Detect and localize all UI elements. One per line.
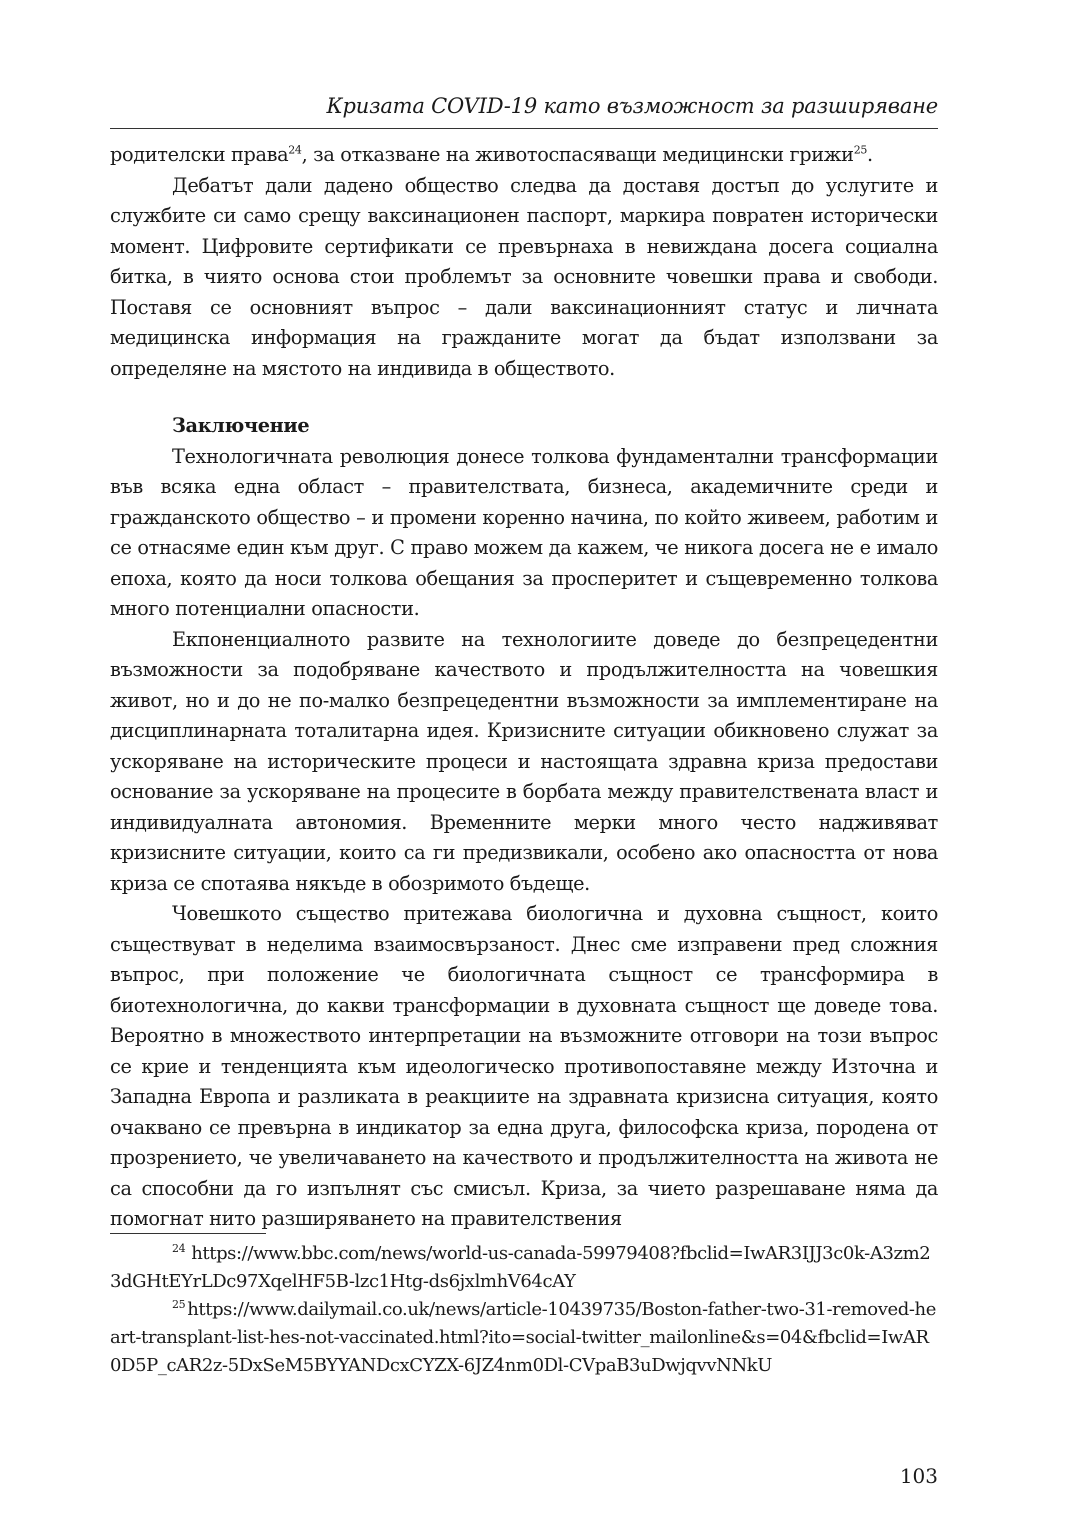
footnote-url-25[interactable]: https://www.dailymail.co.uk/news/article-10439735/Boston-father-two-31-removed-heart-transplant-list-hes-not-vaccinated.html?ito=social-twitter_mailonline&s=04&fbclid=IwAR0D5P_cAR2z-5DxSeM5BYYANDcxCYZX-6JZ4nm0Dl-CVpaB3uDwjqvvNNkU — [110, 1299, 937, 1376]
paragraph-continuation-text: родителски права — [110, 143, 289, 166]
footnote-rule — [110, 1233, 266, 1234]
header-rule — [110, 128, 938, 129]
footnote-25 — [110, 1296, 938, 1380]
paragraph-continuation — [110, 140, 938, 171]
section-heading: Заключение — [172, 414, 310, 437]
running-header: Кризата COVID-19 като възможност за разширяване — [326, 94, 938, 118]
paragraph-continuation-end: . — [867, 143, 873, 166]
footnote-ref-24[interactable]: 24 — [288, 143, 302, 157]
paragraph-4: Човешкото същество притежава биологична и духовна същност, които съществуват в неделима взаимосвързаност. Днес сме изправени пред сложния въпрос, при положение че биологичната същност се трансформира в биотехнологична, до какви трансформации в духовната същност ще доведе това. Вероятно в множеството интерпретации на възможните отговори на този въпрос се крие и тенденцията към идеологическо противопоставяне между Източна и Западна Европа и разликата в реакциите на здравната кризисна ситуация, която очаквано се превърна в индикатор за една друга, философска криза, породена от прозрението, че увеличаването на качеството и продължителността на живота не са способни да го изпълнят със смисъл. Криза, за чието разрешаване няма да помогнат нито разширяването на правителствения — [110, 902, 938, 1230]
footnotes — [110, 1240, 938, 1380]
paragraph-1: Дебатът дали дадено общество следва да доставя достъп до услугите и службите си само срещу ваксинационен паспорт, маркира повратен исторически момент. Цифровите сертификати се превърнаха в невиждана досега социална битка, в чиято основа стои проблемът за основните човешки права и свободи. Поставя се основният въпрос – дали ваксинационният статус и личната медицинска информация на гражданите могат да бъдат използвани за определяне на мястото на индивида в обществото. — [110, 173, 938, 380]
footnote-number-24: 24 — [172, 1242, 186, 1255]
page-number: 103 — [899, 1464, 938, 1488]
footnote-ref-25[interactable]: 25 — [853, 143, 867, 157]
footnote-number-25: 25 — [172, 1298, 186, 1311]
paragraph-continuation-mid: , за отказване на животоспасяващи медицински грижи — [301, 143, 854, 166]
paragraph-2: Технологичната революция донесе толкова фундаментални трансформации във всяка една област – правителствата, бизнеса, академичните среди и гражданското общество – и промени коренно начина, по който живеем, работим и се отнасяме един към друг. С право можем да кажем, че никога досега не е имало епоха, която да носи толкова обещания за просперитет и същевременно толкова много потенциални опасности. — [110, 444, 938, 620]
paragraph-3: Екпоненциалното развите на технологиите доведе до безпрецедентни възможности за подобряване качеството и продължителността на човешкия живот, но и до не по-малко безпрецедентни възможности за имплементиране на дисциплинарната тоталитарна идея. Кризисните ситуации обикновено служат за ускоряване на историческите процеси и настоящата здравна криза предостави основание за ускоряване на процесите в борбата между правителствената власт и индивидуалната автономия. Временните мерки много често надживяват кризисните ситуации, които са ги предизвикали, особено ако опасността от нова криза се спотаява някъде в обозримото бъдеще. — [110, 627, 938, 895]
footnote-24 — [110, 1240, 938, 1296]
footnote-url-24[interactable]: https://www.bbc.com/news/world-us-canada-59979408?fbclid=IwAR3IJJ3c0k-A3zm23dGHtEYrLDc97XqelHF5B-lzc1Htg-ds6jxlmhV64cAY — [110, 1243, 931, 1292]
body-text — [110, 140, 938, 1235]
